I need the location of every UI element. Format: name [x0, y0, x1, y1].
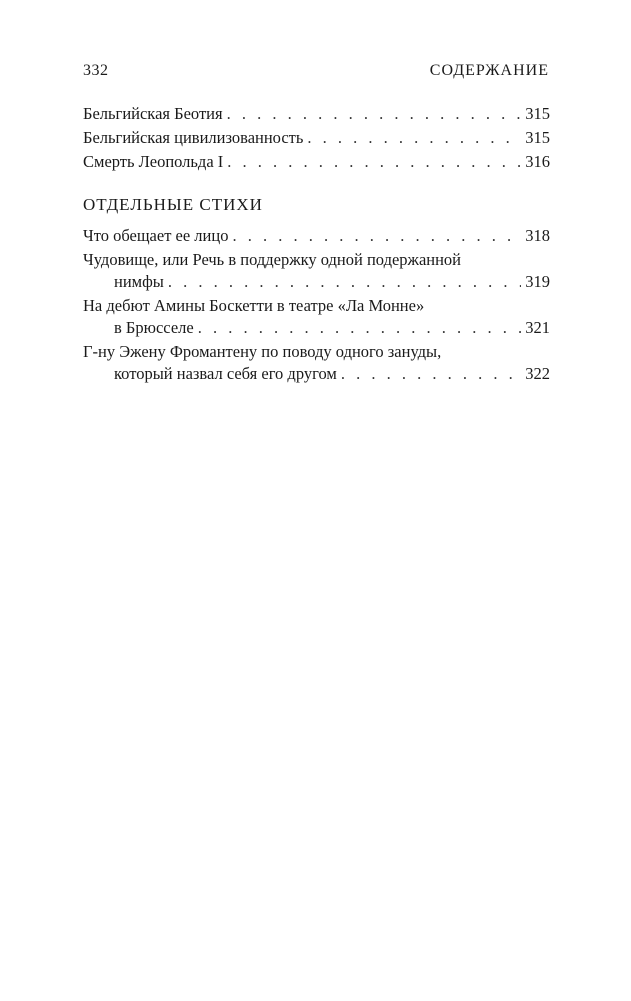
toc-entry-title: Бельгийская Беотия	[83, 104, 223, 123]
running-title: СОДЕРЖАНИЕ	[429, 62, 549, 79]
toc-entry-last-line	[83, 317, 550, 339]
toc-entry-title: Смерть Леопольда I	[83, 152, 224, 171]
toc-entry-page: 318	[525, 226, 550, 245]
toc-entry-page: 315	[525, 128, 550, 147]
toc-entry-page: 315	[525, 104, 550, 123]
leader-dots	[232, 225, 521, 247]
running-head	[83, 62, 549, 80]
toc-entry	[83, 103, 550, 125]
toc-entry-page: 316	[525, 152, 550, 171]
toc-entry-title-line-1: Чудовище, или Речь в поддержку одной подержанной	[83, 250, 462, 269]
toc-entry-last-line	[83, 363, 550, 385]
toc-entry-title-line-2: нимфы	[114, 272, 164, 291]
leader-dots	[227, 151, 521, 173]
toc-entry	[83, 341, 550, 385]
toc-entry	[83, 225, 550, 247]
leader-dots	[341, 363, 521, 385]
toc-entry-title-line-1: На дебют Амины Боскетти в театре «Ла Монне»	[83, 296, 425, 315]
toc-entry-page: 321	[525, 318, 550, 337]
toc-section-separate-poems	[83, 193, 550, 387]
toc-entry-last-line	[83, 271, 550, 293]
toc-entry-title: Бельгийская цивилизованность	[83, 128, 304, 147]
toc-entry-page: 322	[525, 364, 550, 383]
section-heading: ОТДЕЛЬНЫЕ СТИХИ	[83, 195, 263, 214]
toc-entry-page: 319	[525, 272, 550, 291]
toc-entry-title: Что обещает ее лицо	[83, 226, 229, 245]
leader-dots	[198, 317, 522, 339]
toc-entry-title-line-1: Г-ну Эжену Фромантену по поводу одного зануды,	[83, 342, 442, 361]
toc-entry	[83, 295, 550, 339]
toc-entry	[83, 151, 550, 173]
toc-section-belgium	[83, 103, 550, 175]
page-number: 332	[83, 62, 109, 79]
toc-entry	[83, 249, 550, 293]
toc-entry	[83, 127, 550, 149]
leader-dots	[307, 127, 521, 149]
leader-dots	[227, 103, 522, 125]
toc-entry-title-line-2: который назвал себя его другом	[114, 364, 337, 383]
toc-entry-title-line-2: в Брюсселе	[114, 318, 194, 337]
leader-dots	[168, 271, 521, 293]
